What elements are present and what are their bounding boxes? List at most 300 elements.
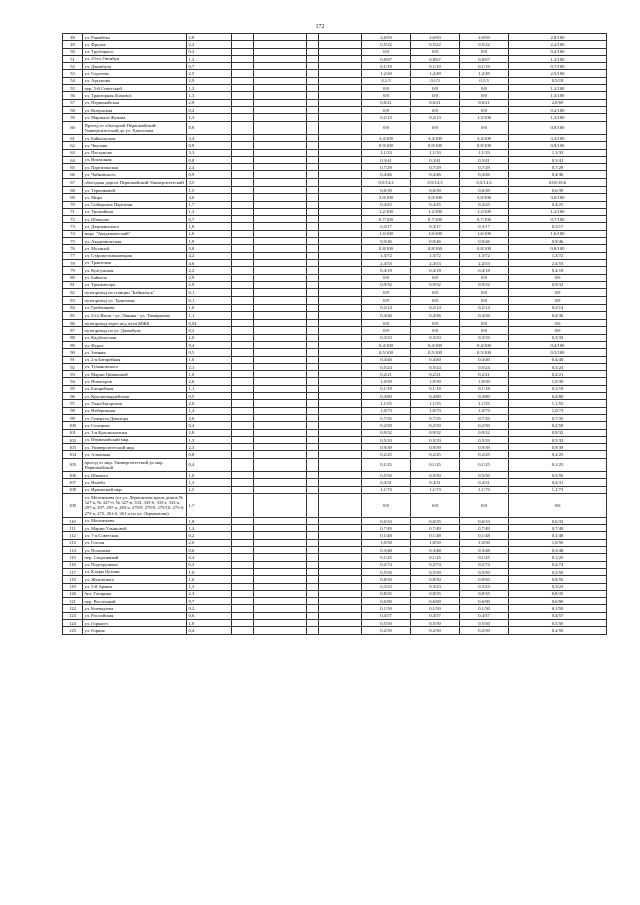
empty-cell: [307, 363, 319, 370]
empty-cell: [319, 525, 362, 532]
empty-cell: [319, 590, 362, 597]
empty-cell: [232, 55, 254, 62]
value-cell-3: 0,8/50: [460, 576, 509, 583]
value-cell-3: 0,1/19: [460, 63, 509, 70]
street-name-cell: ул. Алмазная: [83, 451, 187, 458]
empty-cell: [232, 429, 254, 436]
value-cell-1: 0,2/50: [362, 422, 411, 429]
value-cell-3: 0,1/50: [460, 605, 509, 612]
value-cell-4: 1,1/55: [509, 400, 607, 407]
empty-cell: [307, 178, 319, 186]
row-number-cell: 75: [63, 238, 83, 245]
empty-cell: [232, 85, 254, 92]
value-cell-4: 0,7/29: [509, 164, 607, 171]
value-cell-1: 0/0: [362, 297, 411, 304]
empty-cell: [232, 612, 254, 619]
length-cell: 0,4: [187, 458, 232, 471]
length-cell: 1,0: [187, 334, 232, 341]
value-cell-1: 0,7/35: [362, 414, 411, 421]
empty-cell: [232, 48, 254, 55]
table-row: [63, 363, 607, 370]
empty-cell: [319, 77, 362, 84]
length-cell: 0,5: [187, 349, 232, 356]
empty-cell: [307, 208, 319, 215]
value-cell-3: 0/0: [460, 48, 509, 55]
value-cell-2: 2,6/93: [411, 34, 460, 41]
value-cell-3: 1,0/73: [460, 407, 509, 414]
table-row: [63, 186, 607, 193]
empty-cell: [232, 479, 254, 486]
empty-cell: [232, 525, 254, 532]
table-row: [63, 378, 607, 385]
empty-cell: [254, 620, 307, 627]
value-cell-2: 0,5/33: [411, 436, 460, 443]
empty-cell: [232, 77, 254, 84]
empty-cell: [254, 486, 307, 493]
empty-cell: [254, 99, 307, 106]
length-cell: 0,4: [187, 627, 232, 634]
length-cell: 2,0: [187, 414, 232, 421]
empty-cell: [319, 334, 362, 341]
empty-cell: [232, 517, 254, 524]
value-cell-2: 0,1/48: [411, 532, 460, 539]
empty-cell: [254, 311, 307, 319]
value-cell-1: 0,3/41: [362, 156, 411, 163]
empty-cell: [319, 171, 362, 178]
row-number-cell: 98: [63, 407, 83, 414]
row-number-cell: 120: [63, 590, 83, 597]
street-name-cell: ул. Трубецкого: [83, 48, 187, 55]
empty-cell: [254, 230, 307, 237]
value-cell-2: 0/0: [411, 48, 460, 55]
value-cell-4: 0,8/100: [509, 245, 607, 252]
empty-cell: [307, 486, 319, 493]
row-number-cell: 105: [63, 458, 83, 471]
row-number-cell: 59: [63, 114, 83, 121]
row-number-cell: 54: [63, 77, 83, 84]
table-row: [63, 539, 607, 546]
empty-cell: [254, 605, 307, 612]
table-row: [63, 451, 607, 458]
table-row: [63, 458, 607, 471]
table-row: [63, 349, 607, 356]
row-number-cell: 72: [63, 216, 83, 223]
empty-cell: [254, 371, 307, 378]
empty-cell: [307, 297, 319, 304]
table-row: [63, 149, 607, 156]
street-name-cell: ул. Маршала Жукова: [83, 114, 187, 121]
empty-cell: [254, 194, 307, 201]
empty-cell: [319, 539, 362, 546]
empty-cell: [307, 378, 319, 385]
empty-cell: [319, 297, 362, 304]
value-cell-2: 1,0/50: [411, 539, 460, 546]
empty-cell: [254, 561, 307, 568]
value-cell-2: 0,6/35: [411, 517, 460, 524]
street-name-cell: ул. Полонова: [83, 547, 187, 554]
empty-cell: [319, 583, 362, 590]
empty-cell: [254, 77, 307, 84]
empty-cell: [307, 259, 319, 266]
length-cell: 2,9: [187, 274, 232, 281]
length-cell: 0,3: [187, 561, 232, 568]
empty-cell: [232, 385, 254, 392]
empty-cell: [319, 400, 362, 407]
empty-cell: [319, 252, 362, 259]
empty-cell: [319, 605, 362, 612]
length-cell: 1,4: [187, 407, 232, 414]
value-cell-2: 0,9/46: [411, 238, 460, 245]
row-number-cell: 99: [63, 414, 83, 421]
value-cell-1: 0,9/32: [362, 281, 411, 288]
value-cell-1: 0,6/33: [362, 517, 411, 524]
empty-cell: [307, 472, 319, 479]
table-row: [63, 429, 607, 436]
value-cell-4: 0,3/48: [509, 547, 607, 554]
length-cell: 0,6: [187, 547, 232, 554]
empty-cell: [232, 539, 254, 546]
empty-cell: [307, 238, 319, 245]
empty-cell: [319, 238, 362, 245]
value-cell-2: 0,2/13: [411, 114, 460, 121]
empty-cell: [307, 612, 319, 619]
empty-cell: [254, 451, 307, 458]
value-cell-1: 0,1/48: [362, 532, 411, 539]
table-row: [63, 612, 607, 619]
row-number-cell: 65: [63, 164, 83, 171]
value-cell-3: 0,5/50: [460, 472, 509, 479]
value-cell-1: 0,5/33: [362, 436, 411, 443]
row-number-cell: 97: [63, 400, 83, 407]
empty-cell: [232, 142, 254, 149]
empty-cell: [254, 134, 307, 141]
table-row: [63, 627, 607, 634]
value-cell-4: 0,6/90: [509, 598, 607, 605]
empty-cell: [232, 590, 254, 597]
value-cell-2: 0,1/50: [411, 605, 460, 612]
value-cell-2: 0,7/35: [411, 414, 460, 421]
table-row: [63, 121, 607, 134]
street-name-cell: ул. Кичунская: [83, 106, 187, 113]
value-cell-3: 0,9/32: [460, 429, 509, 436]
empty-cell: [232, 378, 254, 385]
row-number-cell: 108: [63, 486, 83, 493]
table-row: [63, 230, 607, 237]
row-number-cell: 92: [63, 363, 83, 370]
empty-cell: [319, 429, 362, 436]
empty-cell: [307, 547, 319, 554]
empty-cell: [319, 320, 362, 327]
value-cell-2: 0,1/25: [411, 458, 460, 471]
table-row: [63, 70, 607, 77]
value-cell-4: 0,9/46: [509, 238, 607, 245]
value-cell-1: 0,8/100: [362, 245, 411, 252]
empty-cell: [307, 356, 319, 363]
value-cell-1: 0/0: [362, 289, 411, 297]
row-number-cell: 66: [63, 171, 83, 178]
empty-cell: [319, 281, 362, 288]
length-cell: 3,5: [187, 178, 232, 186]
value-cell-3: 0,1/18: [460, 385, 509, 392]
value-cell-2: 0,8/100: [411, 245, 460, 252]
value-cell-4: 0,1/48: [509, 532, 607, 539]
empty-cell: [254, 267, 307, 274]
value-cell-1: 0,4/25: [362, 201, 411, 208]
empty-cell: [232, 106, 254, 113]
value-cell-3: 1,2/100: [460, 208, 509, 215]
value-cell-4: 1,0/50: [509, 539, 607, 546]
value-cell-3: 0/0: [460, 106, 509, 113]
street-name-cell: ул. Первомайская: [83, 99, 187, 106]
row-number-cell: 53: [63, 70, 83, 77]
row-number-cell: 114: [63, 547, 83, 554]
table-row: [63, 85, 607, 92]
empty-cell: [307, 289, 319, 297]
value-cell-3: 0/0: [460, 274, 509, 281]
street-name-cell: ул. Кулгунская: [83, 267, 187, 274]
value-cell-1: 1,2/49: [362, 70, 411, 77]
street-name-cell: ул. Красногвардейская: [83, 393, 187, 400]
empty-cell: [232, 620, 254, 627]
length-cell: 0,7: [187, 216, 232, 223]
street-name-cell: ул. Джамбула: [83, 63, 187, 70]
empty-cell: [254, 55, 307, 62]
value-cell-3: 0/0: [460, 320, 509, 327]
empty-cell: [307, 99, 319, 106]
value-cell-4: 1,3/100: [509, 114, 607, 121]
table-row: [63, 486, 607, 493]
empty-cell: [307, 216, 319, 223]
length-cell: 3,3: [187, 149, 232, 156]
empty-cell: [232, 156, 254, 163]
value-cell-1: 0,1/19: [362, 63, 411, 70]
empty-cell: [254, 612, 307, 619]
value-cell-2: 3,4/100: [411, 134, 460, 141]
empty-cell: [254, 320, 307, 327]
empty-cell: [307, 48, 319, 55]
value-cell-2: 0,3/48: [411, 547, 460, 554]
length-cell: 2,3: [187, 590, 232, 597]
value-cell-2: 1,3/72: [411, 252, 460, 259]
value-cell-4: 0,1/25: [509, 458, 607, 471]
street-name-cell: ул. Гоголя: [83, 539, 187, 546]
value-cell-3: 0,4/40: [460, 356, 509, 363]
empty-cell: [307, 605, 319, 612]
value-cell-1: 0,2/50: [362, 627, 411, 634]
value-cell-3: 1,0/39: [460, 378, 509, 385]
empty-cell: [319, 576, 362, 583]
value-cell-1: 0,4/46: [362, 171, 411, 178]
table-row: [63, 63, 607, 70]
value-cell-1: 0,7/100: [362, 216, 411, 223]
empty-cell: [307, 223, 319, 230]
value-cell-2: 0,7/49: [411, 525, 460, 532]
empty-cell: [307, 385, 319, 392]
street-name-cell: ул. Мелентьева: [83, 517, 187, 524]
value-cell-1: 0,5/100: [362, 349, 411, 356]
value-cell-4: 1,2/100: [509, 55, 607, 62]
street-name-cell: мкрт. "Академический": [83, 230, 187, 237]
empty-cell: [307, 554, 319, 561]
value-cell-4: 0,2/74: [509, 561, 607, 568]
empty-cell: [319, 422, 362, 429]
value-cell-2: 3,0/100: [411, 194, 460, 201]
empty-cell: [319, 378, 362, 385]
row-number-cell: 70: [63, 201, 83, 208]
row-number-cell: 102: [63, 436, 83, 443]
empty-cell: [307, 517, 319, 524]
empty-cell: [307, 400, 319, 407]
empty-cell: [254, 178, 307, 186]
value-cell-2: 0,4/80: [411, 393, 460, 400]
length-cell: 1,5: [187, 186, 232, 193]
value-cell-3: 0,1/48: [460, 532, 509, 539]
empty-cell: [254, 363, 307, 370]
value-cell-4: 0,9/100: [509, 142, 607, 149]
empty-cell: [319, 99, 362, 106]
empty-cell: [232, 494, 254, 518]
value-cell-1: 0/0: [362, 48, 411, 55]
empty-cell: [232, 164, 254, 171]
value-cell-4: 0,4/40: [509, 356, 607, 363]
value-cell-2: 0,5/100: [411, 349, 460, 356]
row-number-cell: 95: [63, 385, 83, 392]
value-cell-2: 0,1/18: [411, 385, 460, 392]
empty-cell: [307, 252, 319, 259]
empty-cell: [254, 216, 307, 223]
row-number-cell: 55: [63, 85, 83, 92]
value-cell-4: 0,4/80: [509, 393, 607, 400]
value-cell-4: 0/0: [509, 494, 607, 518]
value-cell-1: 0,6/39: [362, 186, 411, 193]
value-cell-3: 1,0/50: [460, 539, 509, 546]
empty-cell: [307, 327, 319, 334]
empty-cell: [232, 356, 254, 363]
empty-cell: [232, 252, 254, 259]
value-cell-2: 0/0: [411, 92, 460, 99]
empty-cell: [254, 327, 307, 334]
length-cell: 2,8: [187, 34, 232, 41]
value-cell-1: 0,4/57: [362, 612, 411, 619]
street-name-cell: ул. Университетский мкр.: [83, 444, 187, 451]
length-cell: 0,4: [187, 554, 232, 561]
row-number-cell: 49: [63, 41, 83, 48]
value-cell-2: 0,8/50: [411, 576, 460, 583]
value-cell-4: 0,3/41: [509, 156, 607, 163]
value-cell-2: 0,4/31: [411, 479, 460, 486]
value-cell-3: 0/0: [460, 92, 509, 99]
empty-cell: [319, 472, 362, 479]
value-cell-4: 0,7/35: [509, 414, 607, 421]
length-cell: 1,2: [187, 208, 232, 215]
empty-cell: [254, 274, 307, 281]
empty-cell: [307, 576, 319, 583]
empty-cell: [319, 304, 362, 311]
empty-cell: [232, 576, 254, 583]
value-cell-4: 0,2/14: [509, 304, 607, 311]
length-cell: 1,2: [187, 55, 232, 62]
row-number-cell: 103: [63, 444, 83, 451]
row-number-cell: 68: [63, 186, 83, 193]
value-cell-2: 0,4/36: [411, 311, 460, 319]
length-cell: 2,1: [187, 363, 232, 370]
value-cell-3: 0,9/100: [460, 142, 509, 149]
table-row: [63, 267, 607, 274]
value-cell-3: 0,6/39: [460, 186, 509, 193]
value-cell-4: 0,4/18: [509, 267, 607, 274]
value-cell-2: 0,2/74: [411, 561, 460, 568]
value-cell-1: 0,4/18: [362, 267, 411, 274]
street-name-cell: ул. Партизанская: [83, 164, 187, 171]
street-name-cell: ул. Горная: [83, 627, 187, 634]
empty-cell: [307, 479, 319, 486]
empty-cell: [232, 216, 254, 223]
empty-cell: [232, 334, 254, 341]
street-name-cell: ул. 3-го Июля - ул. Ленина - ул. Тимирязева: [83, 311, 187, 319]
empty-cell: [254, 142, 307, 149]
empty-cell: [232, 311, 254, 319]
row-number-cell: 110: [63, 517, 83, 524]
empty-cell: [307, 201, 319, 208]
value-cell-2: 1,1/55: [411, 400, 460, 407]
table-row: [63, 252, 607, 259]
value-cell-3: 0,1/25: [460, 554, 509, 561]
value-cell-1: 0,2/21: [362, 371, 411, 378]
row-number-cell: 64: [63, 156, 83, 163]
empty-cell: [232, 186, 254, 193]
value-cell-2: 0,5/50: [411, 620, 460, 627]
street-name-cell: ул. Зимняя: [83, 349, 187, 356]
length-cell: 0,2: [187, 532, 232, 539]
table-row: [63, 393, 607, 400]
empty-cell: [307, 149, 319, 156]
value-cell-1: 0/0: [362, 327, 411, 334]
value-cell-1: 1,3/72: [362, 252, 411, 259]
empty-cell: [232, 134, 254, 141]
table-row: [63, 334, 607, 341]
length-cell: 2,0: [187, 400, 232, 407]
street-name-cell: проезд от мкр. Университетский до мкр. Первомайский: [83, 458, 187, 471]
street-name-cell: ул. Пасхунова: [83, 149, 187, 156]
empty-cell: [232, 41, 254, 48]
value-cell-3: 0/0: [460, 85, 509, 92]
table-row: [63, 134, 607, 141]
table-row: [63, 444, 607, 451]
empty-cell: [232, 598, 254, 605]
value-cell-2: 0/0: [411, 106, 460, 113]
empty-cell: [319, 114, 362, 121]
empty-cell: [319, 444, 362, 451]
length-cell: 0,6: [187, 612, 232, 619]
empty-cell: [307, 34, 319, 41]
value-cell-4: 3,4/100: [509, 134, 607, 141]
value-cell-2: 0,9/32: [411, 429, 460, 436]
value-cell-4: 0,8/35: [509, 590, 607, 597]
value-cell-2: 0,1/25: [411, 554, 460, 561]
value-cell-4: 1,2/100: [509, 85, 607, 92]
row-number-cell: 71: [63, 208, 83, 215]
row-number-cell: 52: [63, 63, 83, 70]
table-row: [63, 106, 607, 113]
value-cell-1: 1,2/100: [362, 208, 411, 215]
empty-cell: [307, 561, 319, 568]
value-cell-3: 0,8/35: [460, 590, 509, 597]
empty-cell: [254, 334, 307, 341]
length-cell: 3,0: [187, 194, 232, 201]
table-row: [63, 77, 607, 84]
row-number-cell: 106: [63, 472, 83, 479]
value-cell-3: 1,3/72: [460, 252, 509, 259]
